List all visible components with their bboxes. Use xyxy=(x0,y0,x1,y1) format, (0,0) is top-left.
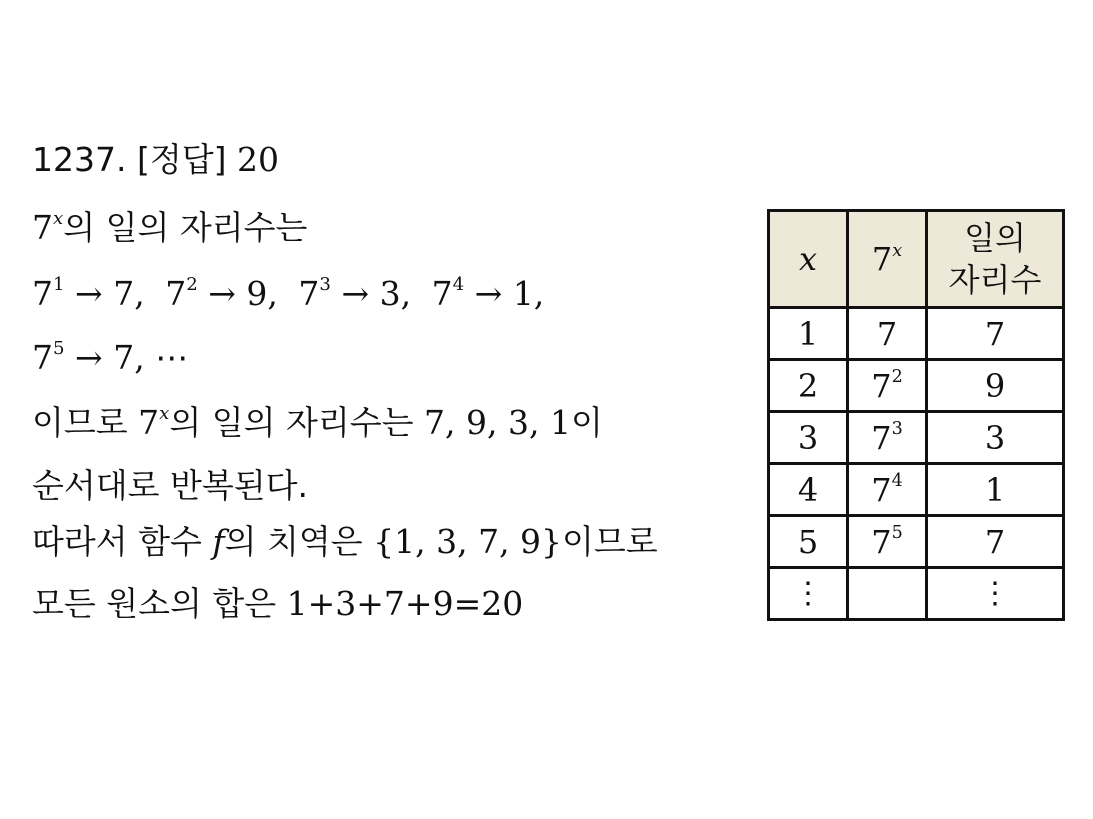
header-x: x xyxy=(769,211,848,308)
table-header-row xyxy=(769,211,1064,308)
arrow-icon: → xyxy=(474,274,503,313)
solution-line-repeat: 순서대로 반복된다. xyxy=(32,466,309,505)
power-result: 9, xyxy=(246,274,278,313)
power-term: $7^1$ xyxy=(32,274,65,313)
solution-line-cycle: 이므로 7$^x$의 일의 자리수는 7, 9, 3, 1이 xyxy=(32,403,603,442)
sum-expression: 1+3+7+9=20 xyxy=(286,584,524,623)
solution-intro xyxy=(32,208,307,248)
table-row-ellipsis xyxy=(769,568,1064,620)
arrow-icon: → xyxy=(341,274,370,313)
vdots: ⋮ xyxy=(927,568,1064,620)
table-row: 3 $7^3$ 3 xyxy=(769,412,1064,464)
power-result: 7, xyxy=(113,338,145,377)
header-units-digit: 일의 자리수 xyxy=(927,211,1064,308)
power-term: $7^5$ xyxy=(32,338,65,377)
range-set: {1, 3, 7, 9} xyxy=(373,522,563,561)
arrow-icon: → xyxy=(75,338,103,377)
table-row: 1 7 7 xyxy=(769,308,1064,360)
header-power: 7$^x$ xyxy=(848,211,927,308)
vdots: ⋮ xyxy=(769,568,848,620)
problem-number: 1237. xyxy=(32,140,127,179)
cycle-values: 7, 9, 3, 1 xyxy=(424,403,571,442)
power-term: $7^2$ xyxy=(165,274,198,313)
power-result: 3, xyxy=(379,274,412,313)
power-term: $7^3$ xyxy=(298,274,331,313)
table-row: 4 $7^4$ 1 xyxy=(769,464,1064,516)
intro-text: 의 일의 자리수는 xyxy=(63,208,308,247)
answer-value: 20 xyxy=(237,140,279,179)
arrow-icon: → xyxy=(208,274,236,313)
problem-heading xyxy=(32,140,279,180)
units-digit-table xyxy=(767,209,1065,621)
intro-exp: x xyxy=(53,208,64,230)
powers-line-2 xyxy=(32,338,188,378)
solution-line-range: 따라서 함수 f의 치역은 {1, 3, 7, 9}이므로 xyxy=(32,522,658,561)
power-result: 7, xyxy=(113,274,145,313)
table-row: 5 $7^5$ 7 xyxy=(769,516,1064,568)
power-term: $7^4$ xyxy=(431,274,465,313)
answer-label: [정답] xyxy=(136,140,227,179)
power-result: 1, xyxy=(512,274,545,313)
intro-base: 7 xyxy=(32,208,53,247)
table-row: 2 $7^2$ 9 xyxy=(769,360,1064,412)
powers-line-1 xyxy=(32,274,544,314)
solution-line-sum: 모든 원소의 합은 1+3+7+9=20 xyxy=(32,584,524,623)
function-name: f xyxy=(212,522,225,561)
ellipsis: ⋯ xyxy=(155,338,189,377)
arrow-icon: → xyxy=(75,274,103,313)
